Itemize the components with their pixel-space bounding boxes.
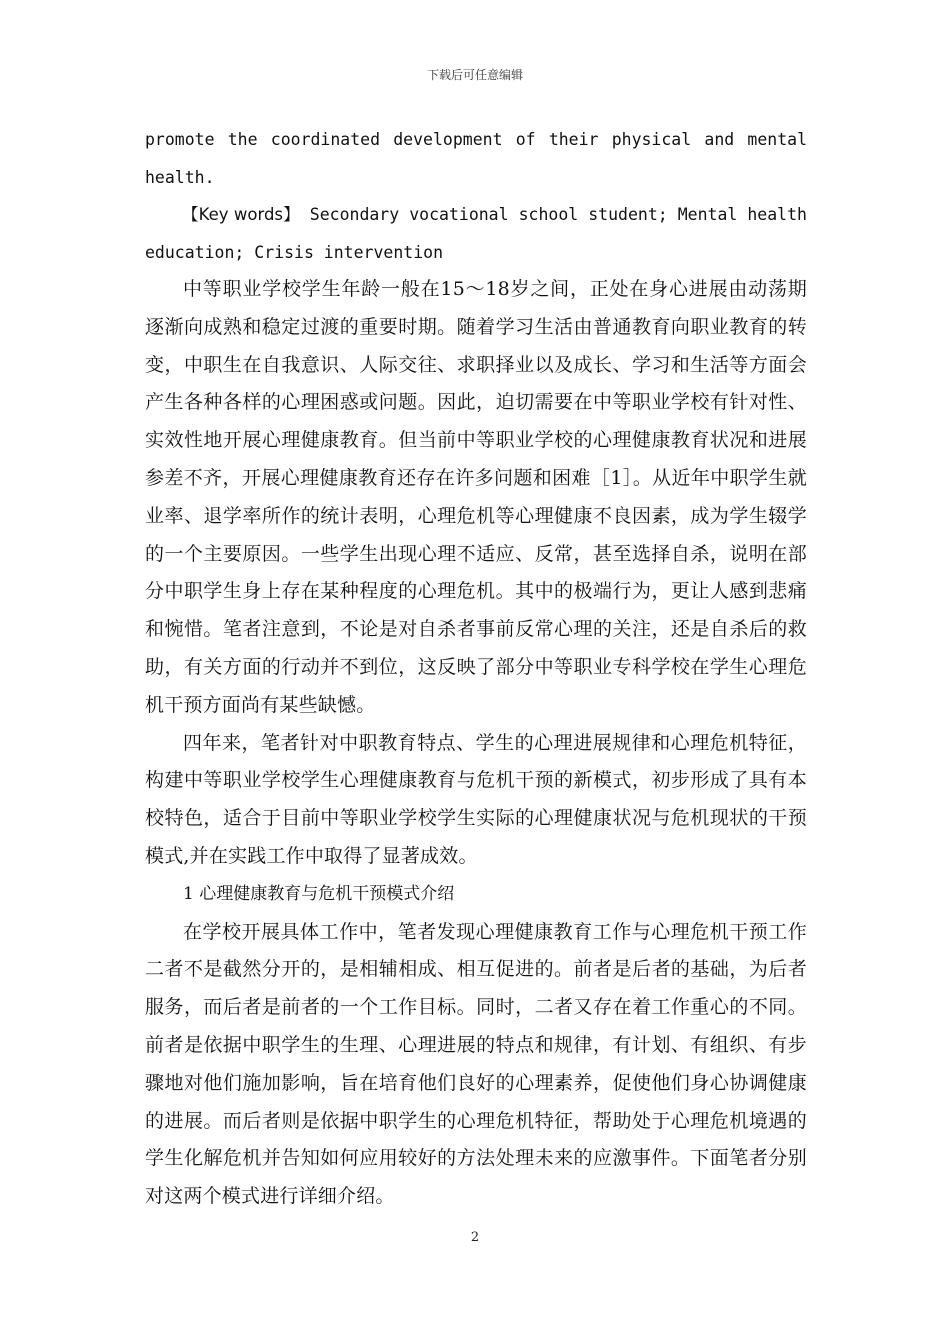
section-paragraph: 在学校开展具体工作中，笔者发现心理健康教育工作与心理危机干预工作二者不是截然分开的，是相辅相成、相互促进的。前者是后者的基础，为后者服务，而后者是前者的一个工作目标。同时，二者又存在着工作重心的不同。前者是依据中职学生的生理、心理进展的特点和规律，有计划、有组织、有步骤地对他们施加影响，旨在培育他们良好的心理素养，促使他们身心协调健康的进展。而后者则是依据中职学生的心理危机特征，帮助处于心理危机境遇的学生化解危机并告知如何应用较好的方法处理未来的应激事件。下面笔者分别对这两个模式进行详细介绍。 (145, 920, 807, 1208)
body-paragraph: 中等职业学校学生年龄一般在15～18岁之间，正处在身心进展由动荡期逐渐向成熟和稳定过渡的重要时期。随着学习生活由普通教育向职业教育的转变，中职生在自我意识、人际交往、求职择业以及成长、学习和生活等方面会产生各种各样的心理困惑或问题。因此，迫切需要在中等职业学校有针对性、实效性地开展心理健康教育。但当前中等职业学校的心理健康教育状况和进展参差不齐，开展心理健康教育还存在许多问题和困难［1］。从近年中职学生就业率、退学率所作的统计表明，心理危机等心理健康不良因素，成为学生辍学的一个主要原因。一些学生出现心理不适应、反常，甚至选择自杀，说明在部分中职学生身上存在某种程度的心理危机。其中的极端行为，更让人感到悲痛和惋惜。笔者注意到，不论是对自杀者事前反常心理的关注，还是自杀后的救助，有关方面的行动并不到位，这反映了部分中等职业专科学校在学生心理危机干预方面尚有某些缺憾。 (145, 278, 807, 716)
body-paragraph: 四年来，笔者针对中职教育特点、学生的心理进展规律和心理危机特征，构建中等职业学校学生心理健康教育与危机干预的新模式，初步形成了具有本校特色，适合于目前中等职业学校学生实际的心理健康状况与危机现状的干预模式,并在实践工作中取得了显著成效。 (145, 731, 807, 867)
keywords-label: 【Key words】 (182, 205, 300, 224)
section-heading: 1 心理健康教育与危机干预模式介绍 (183, 883, 455, 904)
page-number: 2 (470, 1230, 480, 1245)
abstract-en-continuation: promote the coordinated development of their physical and mental health. (145, 130, 807, 187)
page-content (145, 121, 807, 1216)
page-header: 下载后可任意编辑 (426, 68, 523, 82)
keywords-en (145, 196, 807, 271)
keywords-text: Secondary vocational school student; Mental health education; Crisis intervention (145, 205, 807, 262)
